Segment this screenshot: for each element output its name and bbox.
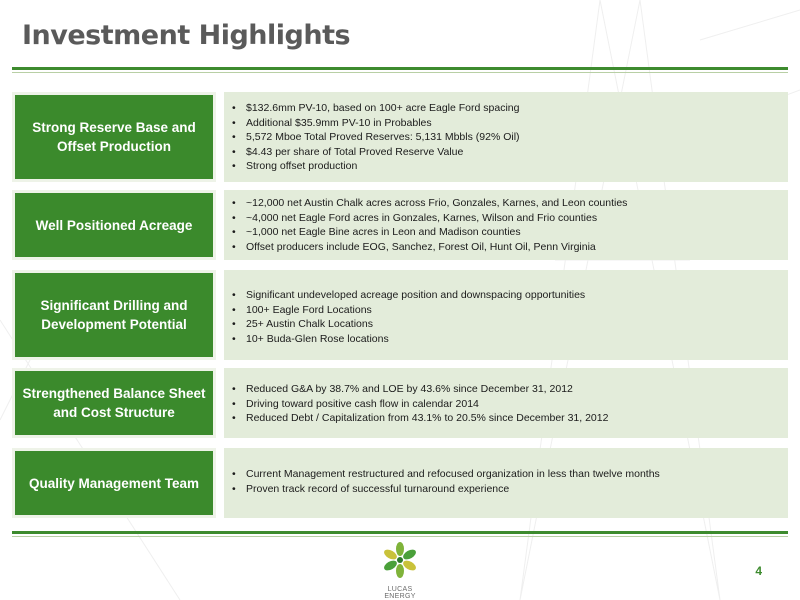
bullet-item: • ~4,000 net Eagle Ford acres in Gonzales, Karnes, Wilson and Frio counties [230, 211, 788, 226]
title-divider [12, 67, 788, 70]
bullet-item: • 5,572 Mboe Total Proved Reserves: 5,131 Mbbls (92% Oil) [230, 130, 788, 145]
section-reserve-base [12, 92, 788, 182]
title-divider-thin [12, 72, 788, 73]
bullet-item: • $4.43 per share of Total Proved Reserve Value [230, 145, 788, 160]
section-acreage [12, 190, 788, 260]
bullet-item: • Reduced Debt / Capitalization from 43.1% to 20.5% since December 31, 2012 [230, 411, 788, 426]
section-content [224, 448, 788, 518]
page-title: Investment Highlights [22, 20, 351, 51]
section-content [224, 368, 788, 438]
section-content [224, 270, 788, 360]
section-drilling [12, 270, 788, 360]
bullet-item: • ~1,000 net Eagle Bine acres in Leon and Madison counties [230, 225, 788, 240]
page-number: 4 [755, 564, 762, 578]
section-balance-sheet [12, 368, 788, 438]
company-logo [372, 540, 428, 598]
section-management [12, 448, 788, 518]
footer-divider [12, 531, 788, 534]
bullet-item: • $132.6mm PV-10, based on 100+ acre Eagle Ford spacing [230, 101, 788, 116]
bullet-item: • Strong offset production [230, 159, 788, 174]
section-label: Quality Management Team [12, 448, 216, 518]
bullet-item: • 100+ Eagle Ford Locations [230, 303, 788, 318]
bullet-item: • Reduced G&A by 38.7% and LOE by 43.6% since December 31, 2012 [230, 382, 788, 397]
section-content [224, 190, 788, 260]
section-label: Strong Reserve Base and Offset Production [12, 92, 216, 182]
bullet-item: • Offset producers include EOG, Sanchez, Forest Oil, Hunt Oil, Penn Virginia [230, 240, 788, 255]
bullet-item: • Proven track record of successful turnaround experience [230, 482, 788, 497]
footer-divider-thin [12, 536, 788, 537]
bullet-item: • Additional $35.9mm PV-10 in Probables [230, 116, 788, 131]
bullet-item: • 10+ Buda-Glen Rose locations [230, 332, 788, 347]
section-label: Well Positioned Acreage [12, 190, 216, 260]
bullet-item: • Current Management restructured and refocused organization in less than twelve months [230, 467, 788, 482]
bullet-item: • 25+ Austin Chalk Locations [230, 317, 788, 332]
logo-text: LUCAS ENERGY [384, 586, 416, 600]
logo-flower-icon [378, 540, 422, 580]
section-label: Significant Drilling and Development Potential [12, 270, 216, 360]
bullet-item: • Driving toward positive cash flow in calendar 2014 [230, 397, 788, 412]
section-content [224, 92, 788, 182]
section-label: Strengthened Balance Sheet and Cost Structure [12, 368, 216, 438]
bullet-item: • Significant undeveloped acreage position and downspacing opportunities [230, 288, 788, 303]
bullet-item: • ~12,000 net Austin Chalk acres across Frio, Gonzales, Karnes, and Leon counties [230, 196, 788, 211]
